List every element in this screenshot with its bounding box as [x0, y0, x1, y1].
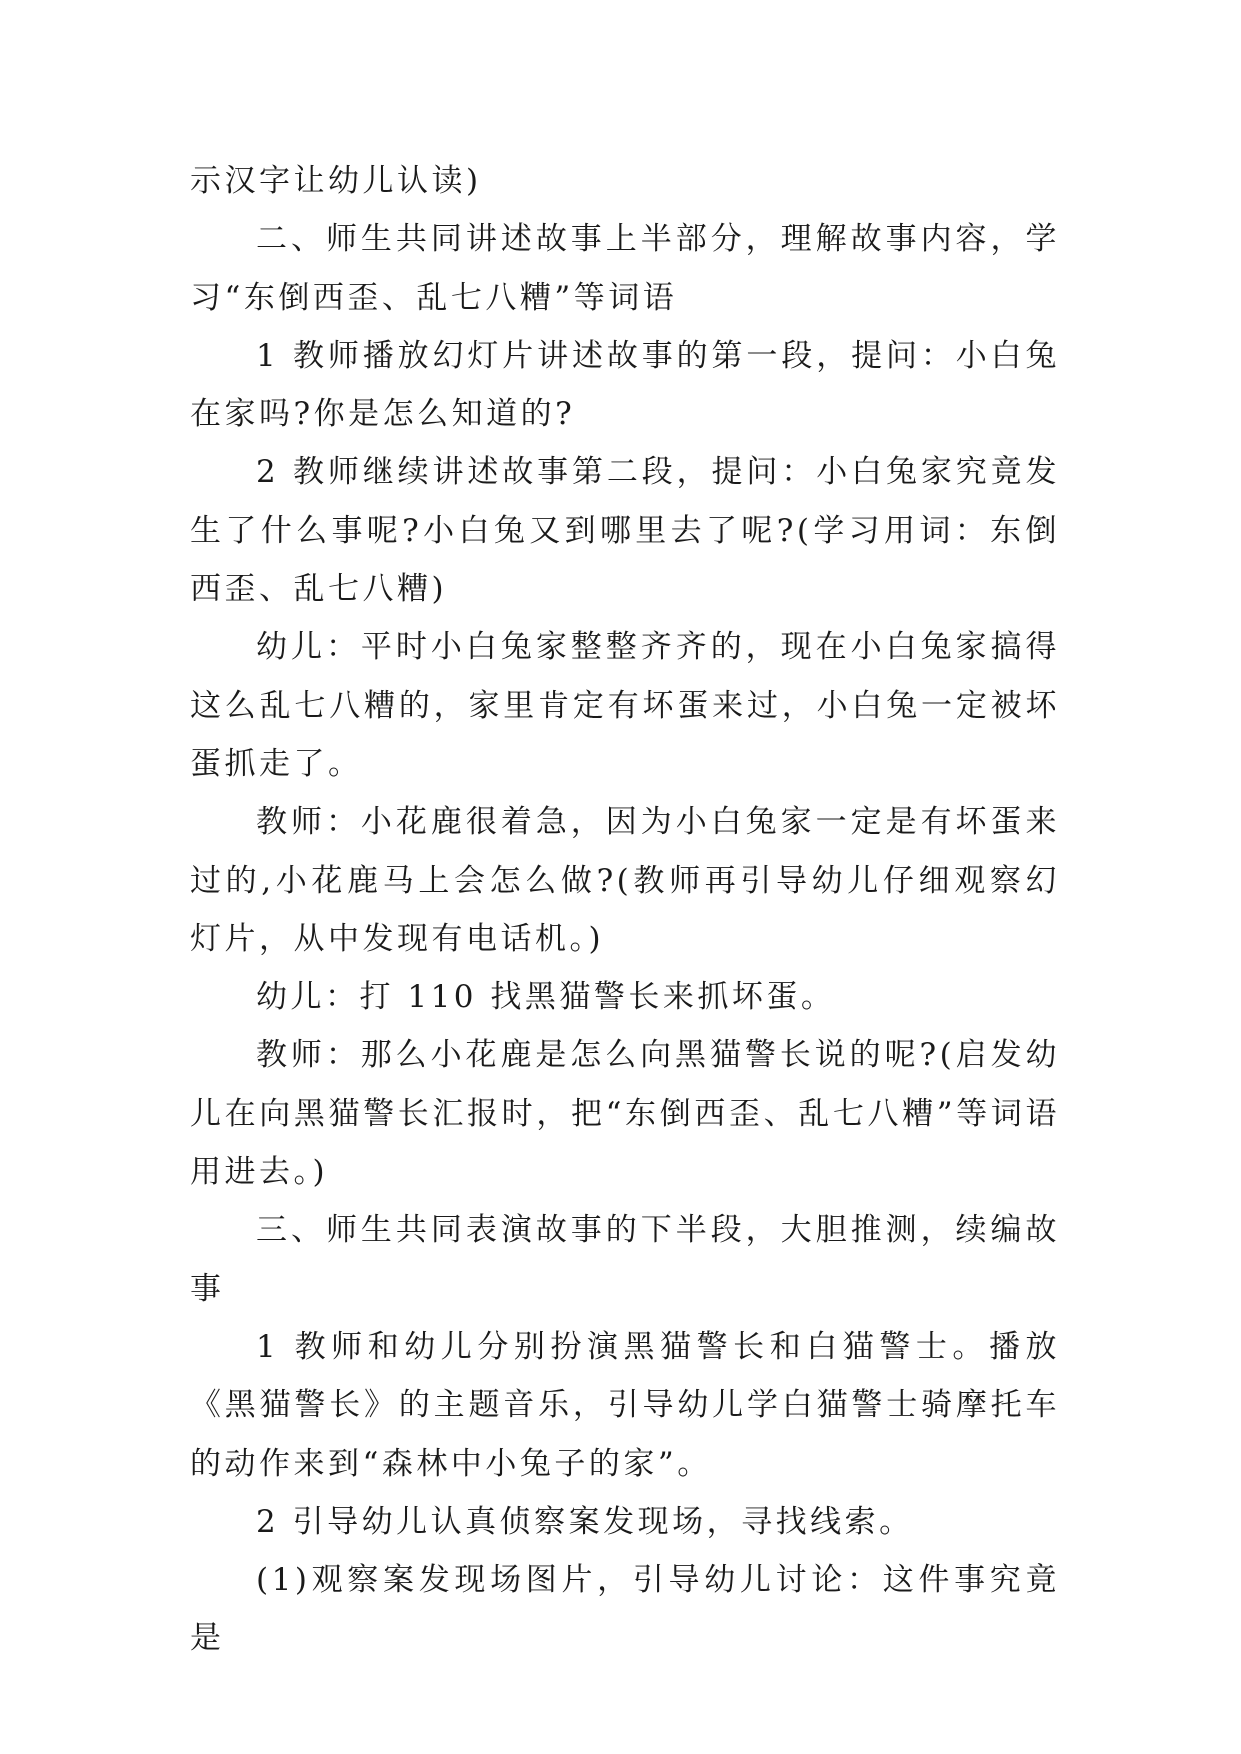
paragraph-7: 幼儿：打 110 找黑猫警长来抓坏蛋。: [256, 979, 836, 1016]
paragraph-3: 1 教师播放幻灯片讲述故事的第一段，提问：小白兔在家吗?你是怎么知道的?: [190, 337, 1060, 433]
paragraph-9: 三、师生共同表演故事的下半段，大胆推测，续编故事: [190, 1212, 1060, 1307]
paragraph-8: 教师：那么小花鹿是怎么向黑猫警长说的呢?(启发幼儿在向黑猫警长汇报时，把“东倒西歪、乱七八糟”等词语用进去。): [190, 1037, 1060, 1191]
paragraph-10: 1 教师和幼儿分别扮演黑猫警长和白猫警士。播放《黑猫警长》的主题音乐，引导幼儿学白猫警士骑摩托车的动作来到“森林中小兔子的家”。: [190, 1328, 1060, 1482]
paragraph-11: 2 引导幼儿认真侦察案发现场，寻找线索。: [256, 1503, 914, 1540]
paragraph-1: 示汉字让幼儿认读): [190, 163, 482, 199]
paragraph-2: 二、师生共同讲述故事上半部分，理解故事内容，学习“东倒西歪、乱七八糟”等词语: [190, 221, 1060, 316]
body-text: [190, 152, 1060, 1668]
paragraph-5: 幼儿：平时小白兔家整整齐齐的，现在小白兔家搞得这么乱七八糟的，家里肯定有坏蛋来过，小白兔一定被坏蛋抓走了。: [190, 629, 1060, 782]
paragraph-6: 教师：小花鹿很着急，因为小白兔家一定是有坏蛋来过的,小花鹿马上会怎么做?(教师再引导幼儿仔细观察幻灯片，从中发现有电话机。): [190, 804, 1060, 957]
paragraph-12: (1)观察案发现场图片，引导幼儿讨论：这件事究竟是: [190, 1562, 1060, 1657]
paragraph-4: 2 教师继续讲述故事第二段，提问：小白兔家究竟发生了什么事呢?小白兔又到哪里去了呢?(学习用词：东倒西歪、乱七八糟): [190, 454, 1060, 608]
